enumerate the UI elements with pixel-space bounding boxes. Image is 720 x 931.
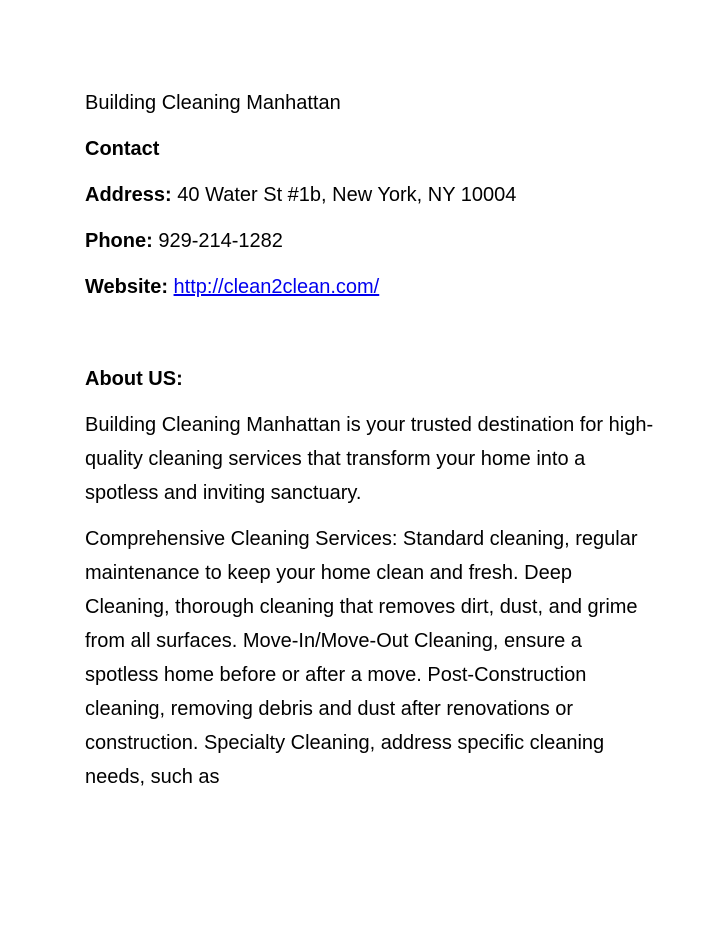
address-value: 40 Water St #1b, New York, NY 10004: [177, 184, 517, 206]
document-page: [85, 86, 655, 794]
document-title: Building Cleaning Manhattan: [85, 92, 341, 114]
website-link[interactable]: http://clean2clean.com/: [173, 276, 380, 298]
address-line: [85, 178, 655, 212]
address-label: Address:: [85, 184, 172, 206]
phone-label: Phone:: [85, 230, 153, 252]
website-label: Website:: [85, 276, 168, 298]
services-paragraph: Comprehensive Cleaning Services: Standard cleaning, regular maintenance to keep your home clean and fresh. Deep Cleaning, thorough cleaning that removes dirt, dust, and grime from all surfaces. Move-In/Move-Out Cleaning, ensure a spotless home before or after a move. Post-Construction cleaning, removing debris and dust after renovations or construction. Specialty Cleaning, address specific cleaning needs, such as: [85, 528, 638, 788]
phone-line: [85, 224, 655, 258]
phone-value: 929-214-1282: [158, 230, 283, 252]
website-line: [85, 270, 655, 304]
about-heading: About US:: [85, 368, 183, 390]
about-paragraph: Building Cleaning Manhattan is your trusted destination for high-quality cleaning services that transform your home into a spotless and inviting sanctuary.: [85, 414, 654, 504]
contact-heading: Contact: [85, 138, 160, 160]
